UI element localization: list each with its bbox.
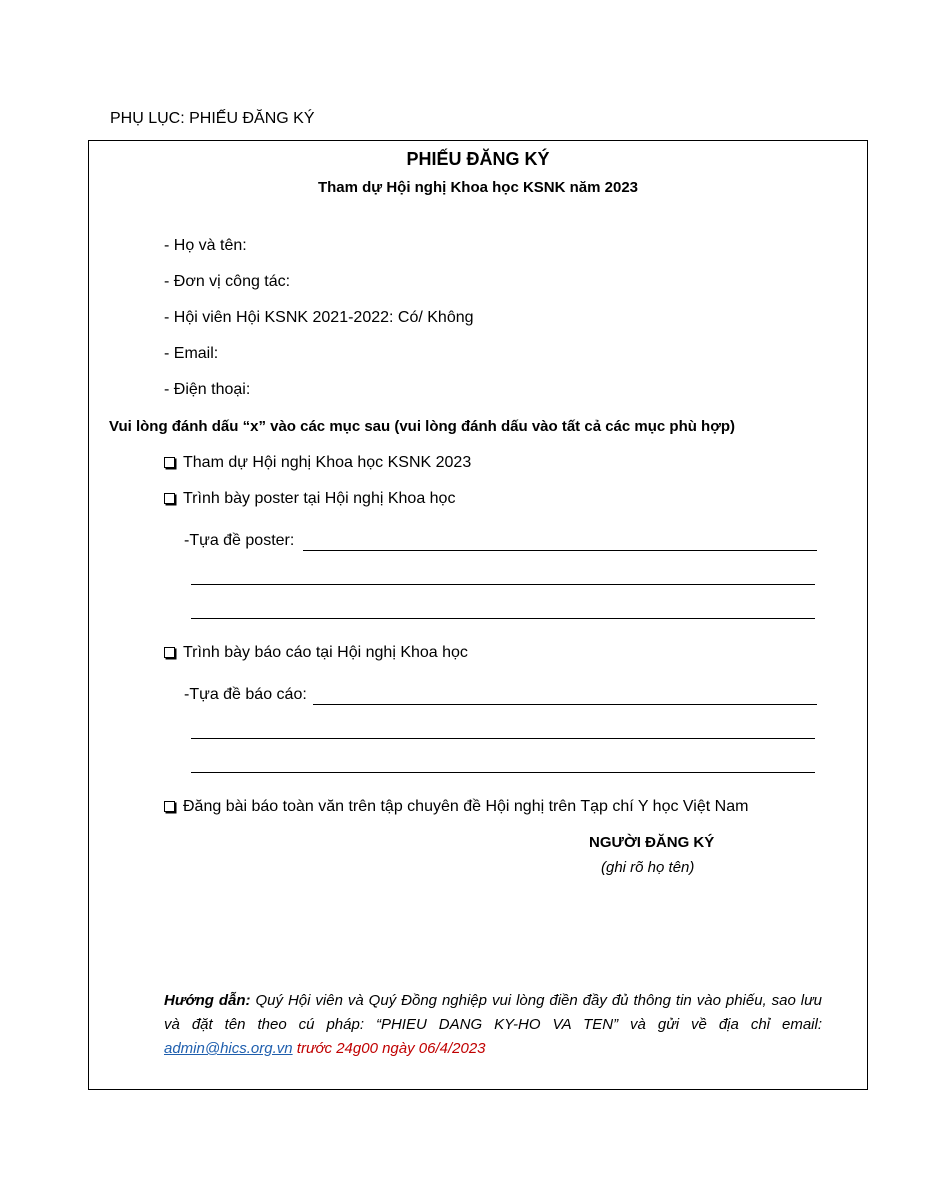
email-field[interactable]: - Email: (164, 345, 219, 362)
oral-title-line[interactable] (191, 772, 815, 773)
option-publish[interactable] (164, 798, 748, 816)
option-attend-label: Tham dự Hội nghị Khoa học KSNK 2023 (183, 454, 472, 471)
phone-field[interactable]: - Điện thoại: (164, 381, 251, 398)
deadline-text: trước 24g00 ngày 06/4/2023 (292, 1040, 486, 1057)
checkbox-icon[interactable] (164, 493, 175, 504)
signature-title: NGƯỜI ĐĂNG KÝ (589, 834, 715, 851)
appendix-label: PHỤ LỤC: PHIẾU ĐĂNG KÝ (110, 110, 315, 127)
poster-title-line[interactable] (191, 584, 815, 585)
poster-title-field[interactable] (184, 532, 294, 550)
option-poster-label: Trình bày poster tại Hội nghị Khoa học (183, 490, 456, 507)
signature-note: (ghi rõ họ tên) (601, 859, 695, 876)
guide-paragraph (164, 989, 822, 1061)
registration-form (88, 140, 868, 1090)
option-attend[interactable] (164, 454, 471, 472)
unit-field[interactable]: - Đơn vị công tác: (164, 273, 291, 290)
poster-title-line[interactable] (191, 618, 815, 619)
email-link[interactable]: admin@hics.org.vn (164, 1040, 293, 1057)
option-poster[interactable] (164, 490, 455, 508)
oral-title-label: -Tựa đề báo cáo: (184, 686, 307, 703)
instruction-text: Vui lòng đánh dấu “x” vào các mục sau (vui lòng đánh dấu vào tất cả các mục phù hợp) (109, 418, 736, 435)
guide-label: Hướng dẫn: (164, 992, 251, 1009)
checkbox-icon[interactable] (164, 457, 175, 468)
poster-title-line[interactable] (303, 550, 817, 551)
option-publish-label: Đăng bài báo toàn văn trên tập chuyên đề Hội nghị trên Tạp chí Y học Việt Nam (183, 798, 749, 815)
oral-title-line[interactable] (313, 704, 817, 705)
form-subtitle: Tham dự Hội nghị Khoa học KSNK năm 2023 (317, 179, 639, 196)
form-title: PHIẾU ĐĂNG KÝ (406, 149, 550, 169)
option-oral-label: Trình bày báo cáo tại Hội nghị Khoa học (183, 644, 468, 661)
oral-title-field[interactable] (184, 686, 307, 704)
member-field[interactable]: - Hội viên Hội KSNK 2021-2022: Có/ Không (164, 309, 474, 326)
checkbox-icon[interactable] (164, 647, 175, 658)
checkbox-icon[interactable] (164, 801, 175, 812)
guide-text: Quý Hội viên và Quý Đồng nghiệp vui lòng điền đầy đủ thông tin vào phiếu, sao lưu và đặt tên theo cú pháp: “PHIEU DANG KY-HO VA TEN” và gửi về địa chỉ email: (164, 992, 822, 1033)
name-field[interactable]: - Họ và tên: (164, 237, 247, 254)
poster-title-label: -Tựa đề poster: (184, 532, 295, 549)
option-oral[interactable] (164, 644, 468, 662)
oral-title-line[interactable] (191, 738, 815, 739)
